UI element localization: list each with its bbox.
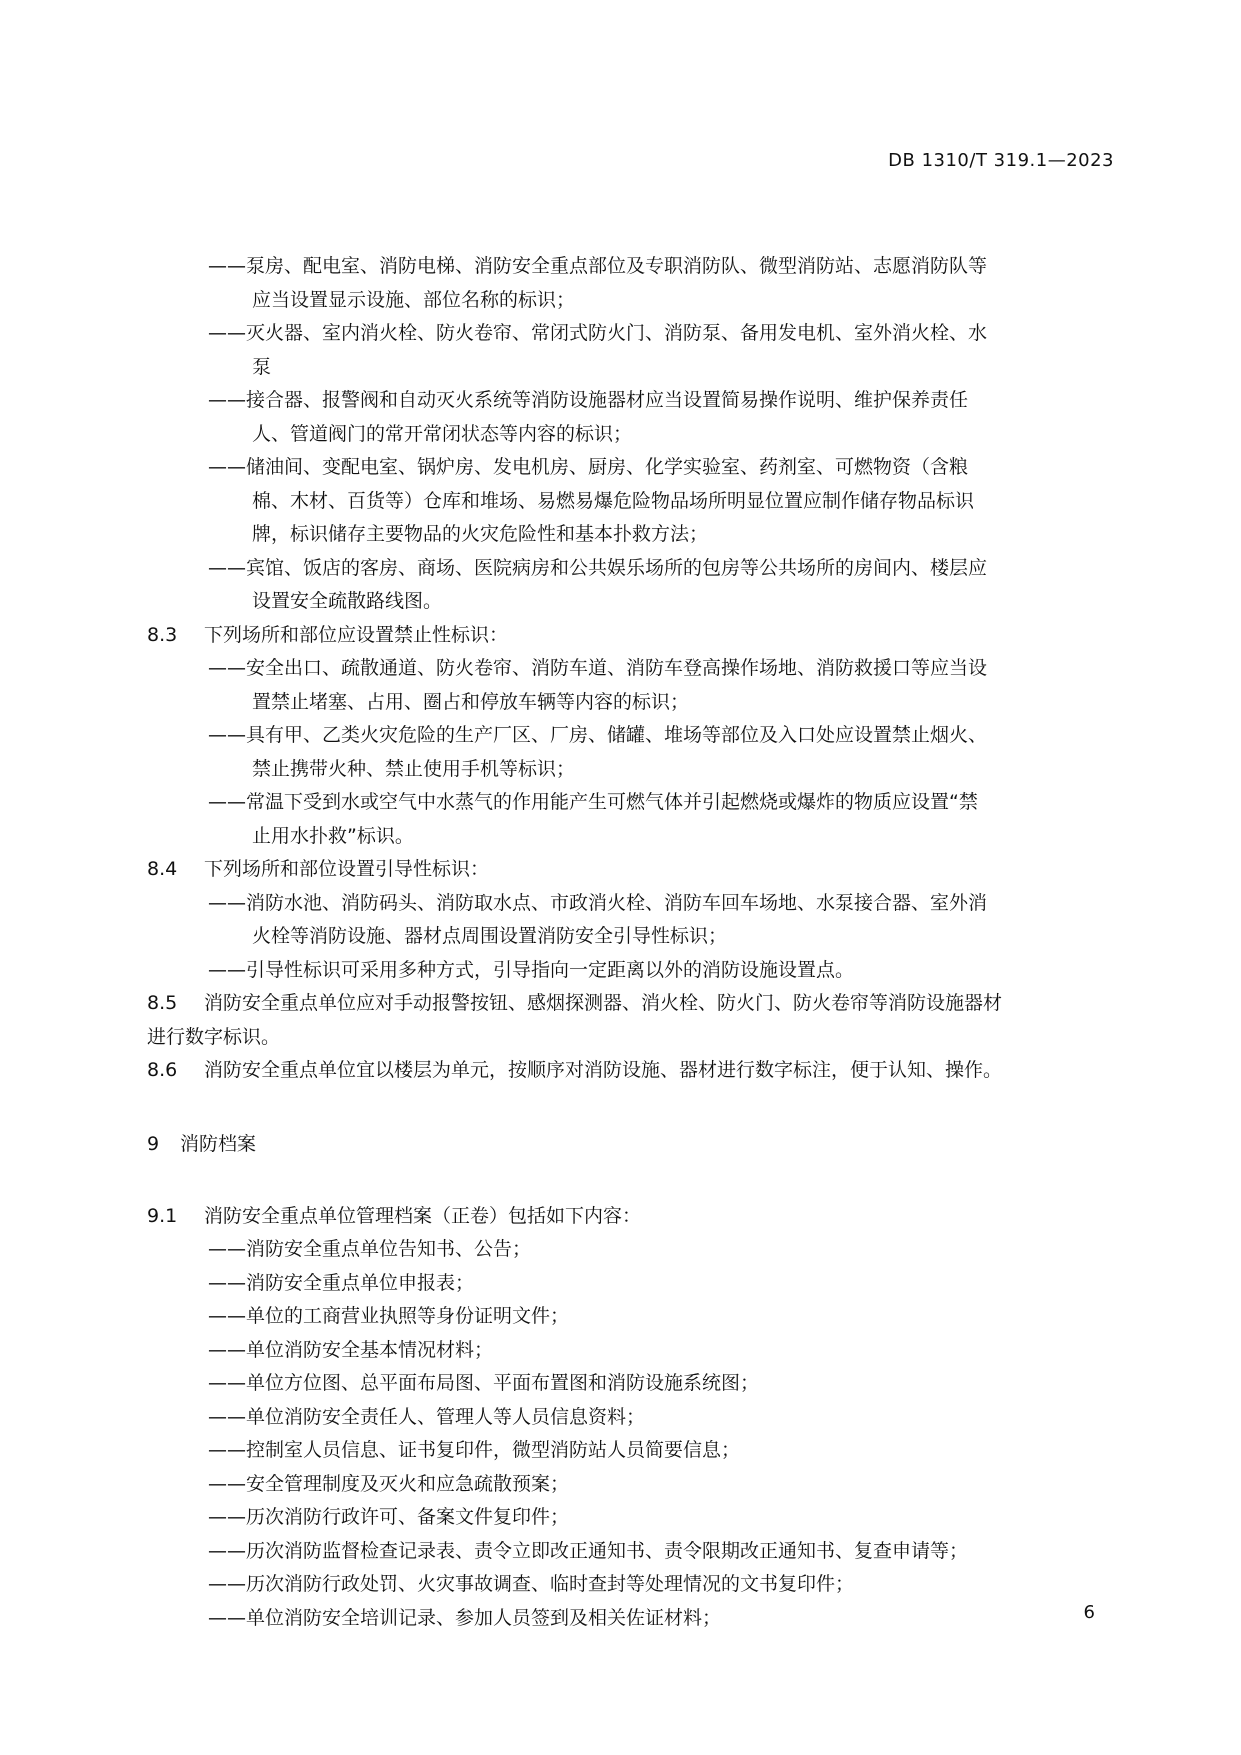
clause-number: 8.5: [147, 992, 178, 1014]
clause-8-5: [147, 987, 1107, 1021]
clause-number: 8.4: [147, 858, 178, 880]
spacer: [147, 1088, 1107, 1125]
list-item: ——具有甲、乙类火灾危险的生产厂区、厂房、储罐、堆场等部位及入口处应设置禁止烟火、: [208, 724, 988, 746]
list-item-continuation: 止用水扑救”标识。: [252, 824, 414, 847]
list-item: ——引导性标识可采用多种方式，引导指向一定距离以外的消防设施设置点。: [208, 958, 855, 981]
list-item: ——历次消防行政许可、备案文件复印件；: [208, 1506, 570, 1528]
clause-number: 9.1: [147, 1204, 178, 1227]
clause-text: 下列场所和部位设置引导性标识：: [204, 858, 490, 880]
list-item-continuation: 牌，标识储存主要物品的火灾危险性和基本扑救方法；: [252, 523, 709, 545]
list-item: ——储油间、变配电室、锅炉房、发电机房、厨房、化学实验室、药剂室、可燃物资（含粮: [208, 456, 969, 478]
list-item: ——单位方位图、总平面布局图、平面布置图和消防设施系统图；: [208, 1372, 760, 1394]
list-item: ——安全管理制度及灭火和应急疏散预案；: [208, 1472, 570, 1495]
spacer: [147, 1163, 1107, 1200]
list-item-continuation: 泵: [252, 355, 272, 378]
list-item-continuation: 应当设置显示设施、部位名称的标识；: [252, 288, 576, 311]
list-item-continuation: 人、管道阀门的常开常闭状态等内容的标识；: [252, 422, 633, 445]
document-code: DB 1310/T 319.1—2023: [888, 150, 1114, 171]
clause-8-5-continuation: 进行数字标识。: [147, 1025, 281, 1048]
list-item: ——灭火器、室内消火栓、防火卷帘、常闭式防火门、消防泵、备用发电机、室外消火栓、水: [208, 322, 988, 344]
clause-text: 消防安全重点单位管理档案（正卷）包括如下内容：: [204, 1204, 642, 1227]
list-item: ——接合器、报警阀和自动灭火系统等消防设施器材应当设置简易操作说明、维护保养责任: [208, 389, 969, 411]
clause-number: 8.3: [147, 623, 178, 646]
list-item: ——单位的工商营业执照等身份证明文件；: [208, 1305, 570, 1327]
page-body: [147, 250, 1107, 1635]
list-item: ——单位消防安全培训记录、参加人员签到及相关佐证材料；: [208, 1606, 722, 1629]
list-item-continuation: 禁止携带火种、禁止使用手机等标识；: [252, 757, 576, 780]
clause-number: 8.6: [147, 1059, 178, 1081]
list-item: ——常温下受到水或空气中水蒸气的作用能产生可燃气体并引起燃烧或爆炸的物质应设置“禁: [208, 791, 978, 813]
list-item: ——消防水池、消防码头、消防取水点、市政消火栓、消防车回车场地、水泵接合器、室外消: [208, 891, 988, 914]
list-item-continuation: 火栓等消防设施、器材点周围设置消防安全引导性标识；: [252, 925, 728, 947]
list-item: ——消防安全重点单位申报表；: [208, 1271, 475, 1294]
clause-8-4: [147, 853, 1107, 887]
list-item: ——控制室人员信息、证书复印件，微型消防站人员简要信息；: [208, 1439, 741, 1461]
list-item: ——消防安全重点单位告知书、公告；: [208, 1238, 532, 1260]
list-item: ——历次消防行政处罚、火灾事故调查、临时查封等处理情况的文书复印件；: [208, 1573, 855, 1595]
chapter-title: 消防档案: [180, 1132, 257, 1155]
list-item: ——单位消防安全责任人、管理人等人员信息资料；: [208, 1405, 646, 1428]
clause-text: 消防安全重点单位应对手动报警按钮、感烟探测器、消火栓、防火门、防火卷帘等消防设施器材: [204, 992, 1003, 1014]
clause-text: 下列场所和部位应设置禁止性标识：: [204, 623, 509, 646]
chapter-9-heading: [147, 1125, 1107, 1163]
list-item: ——安全出口、疏散通道、防火卷帘、消防车道、消防车登高操作场地、消防救援口等应当设: [208, 657, 988, 679]
page-number: 6: [1083, 1602, 1095, 1623]
list-item: ——泵房、配电室、消防电梯、消防安全重点部位及专职消防队、微型消防站、志愿消防队等: [208, 255, 988, 277]
list-item: ——宾馆、饭店的客房、商场、医院病房和公共娱乐场所的包房等公共场所的房间内、楼层应: [208, 556, 988, 579]
chapter-number: 9: [147, 1132, 160, 1155]
list-item-continuation: 设置安全疏散路线图。: [252, 590, 443, 612]
list-item: ——单位消防安全基本情况材料；: [208, 1338, 494, 1361]
clause-9-1: [147, 1200, 1107, 1234]
list-item-continuation: 棉、木材、百货等）仓库和堆场、易燃易爆危险物品场所明显位置应制作储存物品标识: [252, 489, 975, 512]
clause-text: 消防安全重点单位宜以楼层为单元，按顺序对消防设施、器材进行数字标注，便于认知、操作。: [204, 1059, 1003, 1081]
clause-8-6: [147, 1054, 1107, 1088]
list-item-continuation: 置禁止堵塞、占用、圈占和停放车辆等内容的标识；: [252, 690, 690, 713]
list-item: ——历次消防监督检查记录表、责令立即改正通知书、责令限期改正通知书、复查申请等；: [208, 1539, 969, 1562]
clause-8-3: [147, 619, 1107, 653]
